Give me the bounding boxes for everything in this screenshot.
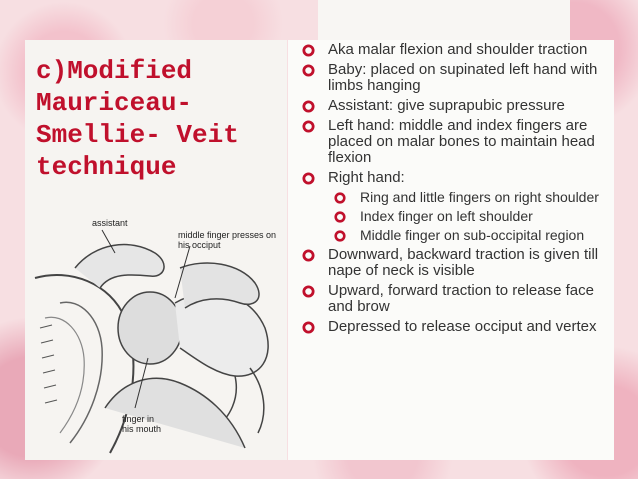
bullet-icon [302, 44, 315, 57]
bullet-icon [302, 321, 315, 334]
bullet-icon [334, 211, 346, 223]
label-middle-finger-line2: his occiput [178, 240, 221, 250]
bullet-text: Aka malar flexion and shoulder traction [328, 41, 588, 58]
bullet-icon [302, 64, 315, 77]
label-middle-finger [178, 230, 279, 250]
list-item [300, 62, 605, 94]
delivery-illustration [30, 208, 285, 456]
pelvis-curve [60, 302, 102, 443]
pelvis-curve [45, 317, 84, 433]
label-middle-finger-line1: middle finger presses on [178, 230, 277, 240]
list-item [300, 283, 605, 315]
list-item [300, 42, 605, 58]
title-line: Mauriceau- [36, 88, 193, 118]
bullet-text: Left hand: middle and index fingers are placed on malar bones to maintain head flexion [328, 117, 595, 166]
list-item [300, 247, 605, 279]
sub-bullet-text: Middle finger on sub-occipital region [360, 227, 585, 243]
sub-list-item [328, 190, 605, 205]
title-line: technique [36, 152, 177, 182]
bullet-icon [302, 285, 315, 298]
sub-list-item [328, 228, 605, 243]
label-finger-mouth-line2: his mouth [122, 424, 162, 434]
bullet-text: Depressed to release occiput and vertex [328, 318, 597, 335]
sub-bullet-text: Ring and little fingers on right shoulder [360, 189, 599, 205]
label-finger-mouth [122, 414, 161, 434]
sub-list-item [328, 209, 605, 224]
bullet-list [300, 42, 605, 339]
bullet-text: Assistant: give suprapubic pressure [328, 97, 565, 114]
bullet-icon [334, 230, 346, 242]
list-item [300, 118, 605, 166]
bullet-text: Baby: placed on supinated left hand with limbs hanging [328, 61, 598, 94]
bullet-icon [302, 120, 315, 133]
list-item [300, 98, 605, 114]
sub-bullet-list [328, 190, 605, 243]
header-panel [318, 0, 570, 40]
bullet-text: Downward, backward traction is given till nape of neck is visible [328, 246, 599, 279]
bullet-text: Upward, forward traction to release face and brow [328, 282, 594, 315]
bullet-icon [302, 249, 315, 262]
label-assistant: assistant [92, 218, 128, 228]
title-line: Smellie- Veit [36, 120, 239, 150]
slide-title [36, 55, 281, 183]
label-finger-mouth-line1: finger in [122, 414, 155, 424]
spine-hatching [40, 325, 57, 403]
bullet-icon [302, 100, 315, 113]
title-line: c)Modified [36, 56, 193, 86]
bullet-icon [302, 172, 315, 185]
baby-head [118, 292, 182, 364]
bullet-text: Right hand: [328, 169, 405, 186]
bullet-icon [334, 192, 346, 204]
sub-bullet-text: Index finger on left shoulder [360, 208, 533, 224]
list-item [300, 170, 605, 243]
list-item [300, 319, 605, 335]
